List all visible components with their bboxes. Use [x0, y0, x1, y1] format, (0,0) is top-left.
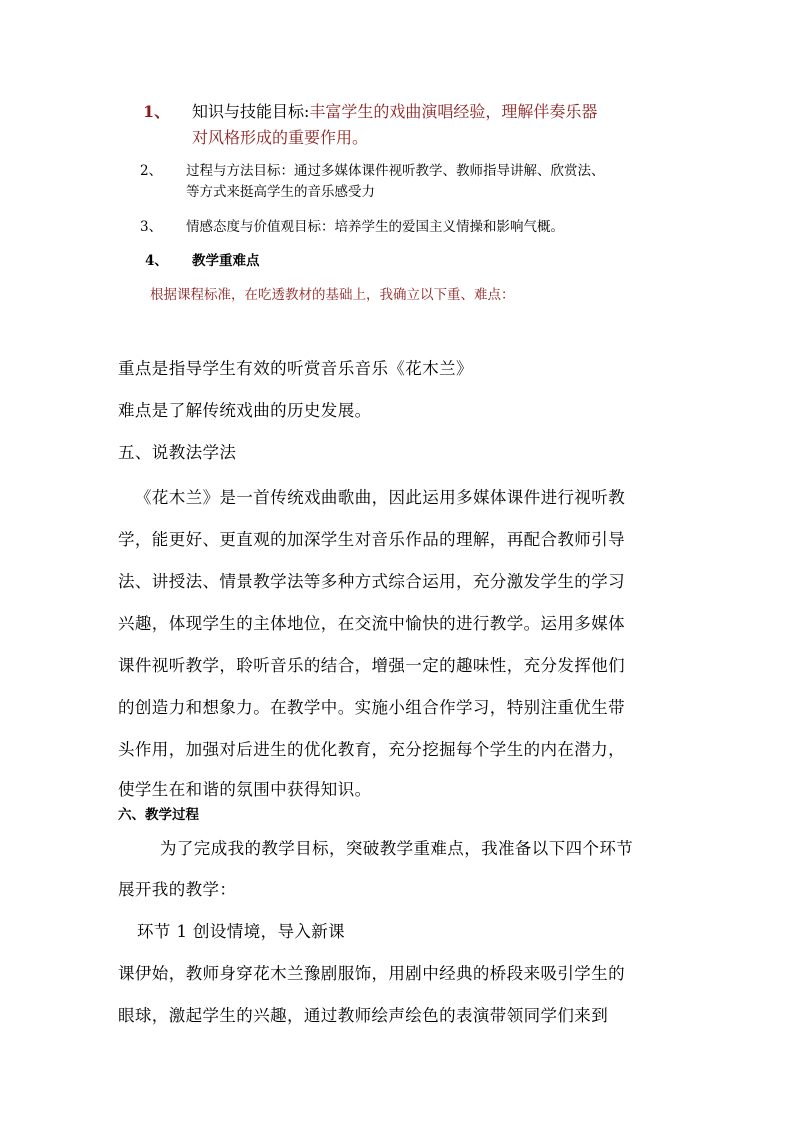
item-1-line2: 对风格形成的重要作用。 — [192, 128, 369, 147]
item-1-number: 1、 — [143, 102, 171, 121]
section-5-para-line: 法、讲授法、情景教学法等多种方式综合运用，充分激发学生的学习 — [118, 572, 625, 591]
section-5-para-line: 《花木兰》是一首传统戏曲歌曲，因此运用多媒体课件进行视听教 — [135, 488, 626, 507]
item-2-line2: 等方式来挺高学生的音乐感受力 — [186, 184, 375, 200]
section-6-intro-line1: 为了完成我的教学目标，突破教学重难点，我准备以下四个环节 — [160, 839, 634, 858]
item-2-number: 2、 — [140, 163, 163, 179]
key-point: 重点是指导学生有效的听赏音乐音乐《花木兰》 — [118, 359, 473, 378]
step-1-heading: 环节 1 创设情境，导入新课 — [137, 922, 346, 941]
item-4-number: 4、 — [145, 253, 168, 269]
section-5-para-line: 兴趣，体现学生的主体地位，在交流中愉快的进行教学。运用多媒体 — [118, 614, 625, 633]
section-5-para-line: 课件视听教学，聆听音乐的结合，增强一定的趣味性，充分发挥他们 — [118, 656, 625, 675]
item-1-line1 — [192, 99, 597, 122]
item-1-highlight: 丰富学生的戏曲演唱经验，理解伴奏乐器 — [309, 102, 598, 121]
item-4-heading: 教学重难点 — [192, 253, 260, 269]
section-6-para-line: 眼球，激起学生的兴趣，通过教师绘声绘色的表演带领同学们来到 — [118, 1006, 609, 1025]
item-3-line1: 情感态度与价值观目标：培养学生的爱国主义情操和影响气概。 — [186, 219, 564, 235]
section-5-heading: 五、说教法学法 — [118, 443, 237, 462]
red-note: 根据课程标准，在吃透教材的基础上，我确立以下重、难点： — [150, 287, 515, 303]
item-3-number: 3、 — [140, 219, 163, 235]
section-6-intro-line2: 展开我的教学： — [118, 880, 237, 899]
section-5-para-line: 使学生在和谐的氛围中获得知识。 — [118, 780, 372, 799]
item-1-prefix: 知识与技能目标: — [192, 102, 310, 121]
difficulty: 难点是了解传统戏曲的历史发展。 — [118, 401, 372, 420]
section-5-para-line: 头作用，加强对后进生的优化教育，充分挖掘每个学生的内在潜力， — [118, 740, 625, 759]
section-5-para-line: 的创造力和想象力。在教学中。实施小组合作学习，特别注重优生带 — [118, 698, 625, 717]
item-2-line1: 过程与方法目标：通过多媒体课件视听教学、教师指导讲解、欣赏法、 — [186, 163, 605, 179]
section-5-para-line: 学，能更好、更直观的加深学生对音乐作品的理解，再配合教师引导 — [118, 530, 625, 549]
section-6-para-line: 课伊始，教师身穿花木兰豫剧服饰，用剧中经典的桥段来吸引学生的 — [118, 964, 625, 983]
section-6-heading: 六、教学过程 — [118, 807, 199, 823]
